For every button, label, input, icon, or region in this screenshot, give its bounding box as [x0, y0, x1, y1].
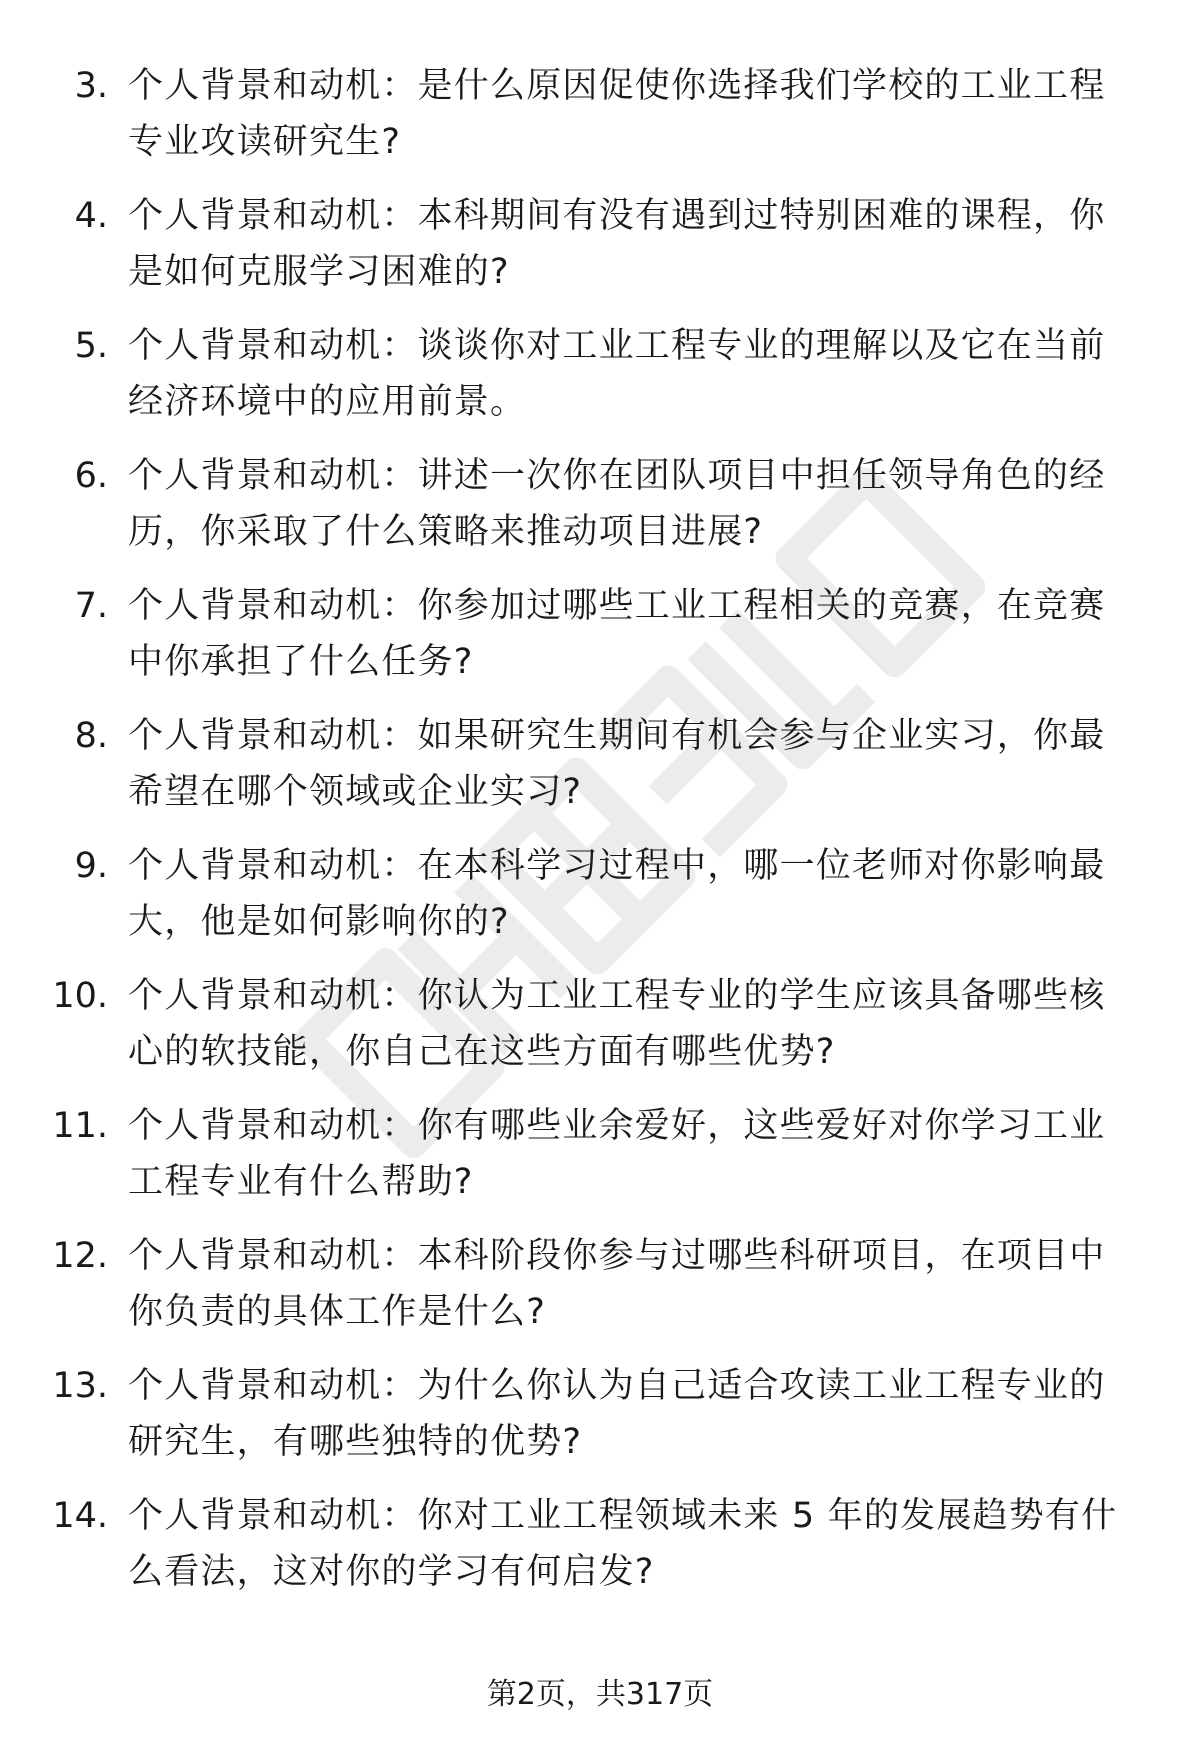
list-item	[0, 448, 1200, 578]
question-text: 个人背景和动机：本科期间有没有遇到过特别困难的课程，你是如何克服学习困难的?	[128, 196, 1106, 292]
question-text: 个人背景和动机：你对工业工程领域未来 5 年的发展趋势有什么看法，这对你的学习有何启发?	[128, 1496, 1118, 1592]
question-text: 个人背景和动机：为什么你认为自己适合攻读工业工程专业的研究生，有哪些独特的优势?	[128, 1366, 1106, 1462]
question-number: 11.	[52, 1106, 108, 1146]
question-number: 5.	[74, 326, 108, 366]
question-number: 14.	[52, 1496, 108, 1536]
question-number: 4.	[74, 196, 108, 236]
question-number: 13.	[52, 1366, 108, 1406]
list-item	[0, 188, 1200, 318]
question-text: 个人背景和动机：你参加过哪些工业工程相关的竞赛，在竞赛中你承担了什么任务?	[128, 586, 1106, 682]
question-list	[0, 58, 1200, 1618]
question-text: 个人背景和动机：你有哪些业余爱好，这些爱好对你学习工业工程专业有什么帮助?	[128, 1106, 1106, 1202]
list-item	[0, 578, 1200, 708]
question-number: 3.	[74, 66, 108, 106]
list-item	[0, 1098, 1200, 1228]
list-item	[0, 1358, 1200, 1488]
list-item	[0, 58, 1200, 188]
question-number: 6.	[74, 456, 108, 496]
question-text: 个人背景和动机：在本科学习过程中，哪一位老师对你影响最大，他是如何影响你的?	[128, 846, 1106, 942]
question-number: 7.	[74, 586, 108, 626]
question-number: 10.	[52, 976, 108, 1016]
question-number: 8.	[74, 716, 108, 756]
question-number: 9.	[74, 846, 108, 886]
page-number: 第2页，共317页	[486, 1677, 714, 1712]
question-text: 个人背景和动机：谈谈你对工业工程专业的理解以及它在当前经济环境中的应用前景。	[128, 326, 1106, 422]
list-item	[0, 838, 1200, 968]
list-item	[0, 968, 1200, 1098]
list-item	[0, 708, 1200, 838]
list-item	[0, 1488, 1200, 1618]
question-text: 个人背景和动机：本科阶段你参与过哪些科研项目，在项目中你负责的具体工作是什么?	[128, 1236, 1106, 1332]
list-item	[0, 318, 1200, 448]
question-text: 个人背景和动机：如果研究生期间有机会参与企业实习，你最希望在哪个领域或企业实习?	[128, 716, 1106, 812]
question-number: 12.	[52, 1236, 108, 1276]
list-item	[0, 1228, 1200, 1358]
question-text: 个人背景和动机：你认为工业工程专业的学生应该具备哪些核心的软技能，你自己在这些方面有哪些优势?	[128, 976, 1106, 1072]
question-text: 个人背景和动机：是什么原因促使你选择我们学校的工业工程专业攻读研究生?	[128, 66, 1106, 162]
question-text: 个人背景和动机：讲述一次你在团队项目中担任领导角色的经历，你采取了什么策略来推动项目进展?	[128, 456, 1106, 552]
